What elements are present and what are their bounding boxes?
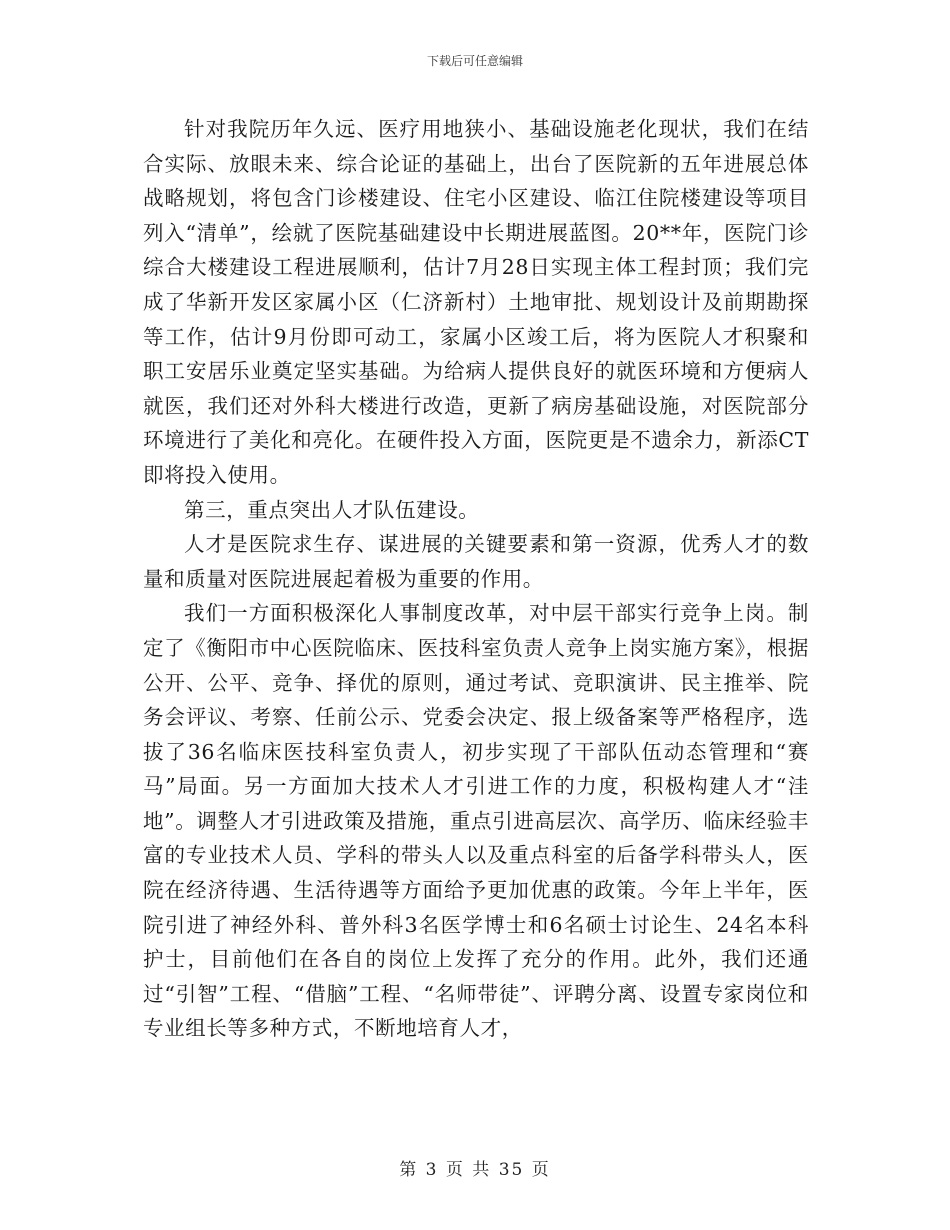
page-header: 下载后可任意编辑 xyxy=(426,54,523,68)
paragraph-talent-measures: 我们一方面积极深化人事制度改革，对中层干部实行竞争上岗。制定了《衡阳市中心医院临床、医技科室负责人竞争上岗实施方案》，根据公开、公平、竞争、择优的原则，通过考试、竞职演讲、民主推举、院务会评议、考察、任前公示、党委会决定、报上级备案等严格程序，选拔了36名临床医技科室负责人，初步实现了干部队伍动态管理和“赛马”局面。另一方面加大技术人才引进工作的力度，积极构建人才“洼地”。调整人才引进政策及措施，重点引进高层次、高学历、临床经验丰富的专业技术人员、学科的带头人以及重点科室的后备学科带头人，医院在经济待遇、生活待遇等方面给予更加优惠的政策。今年上半年，医院引进了神经外科、普外科3名医学博士和6名硕士讨论生、24名本科护士，目前他们在各自的岗位上发挥了充分的作用。此外，我们还通过“引智”工程、“借脑”工程、“名师带徒”、评聘分离、设置专家岗位和专业组长等多种方式，不断地培育人才， xyxy=(143,601,809,1041)
document-body xyxy=(143,112,809,1046)
page-number-footer: 第 3 页 共 35 页 xyxy=(399,1160,551,1180)
paragraph-infrastructure: 针对我院历年久远、医疗用地狭小、基础设施老化现状，我们在结合实际、放眼未来、综合论证的基础上，出台了医院新的五年进展总体战略规划，将包含门诊楼建设、住宅小区建设、临江住院楼建设等项目列入“清单”，绘就了医院基础建设中长期进展蓝图。20**年，医院门诊综合大楼建设工程进展顺利，估计7月28日实现主体工程封顶；我们完成了华新开发区家属小区（仁济新村）土地审批、规划设计及前期勘探等工作，估计9月份即可动工，家属小区竣工后，将为医院人才积聚和职工安居乐业奠定坚实基础。为给病人提供良好的就医环境和方便病人就医，我们还对外科大楼进行改造，更新了病房基础设施，对医院部分环境进行了美化和亮化。在硬件投入方面，医院更是不遗余力，新添CT即将投入使用。 xyxy=(143,117,809,487)
paragraph-talent-importance: 人才是医院求生存、谋进展的关键要素和第一资源，优秀人才的数量和质量对医院进展起着极为重要的作用。 xyxy=(143,532,809,591)
paragraph-section-heading: 第三，重点突出人才队伍建设。 xyxy=(184,497,480,522)
